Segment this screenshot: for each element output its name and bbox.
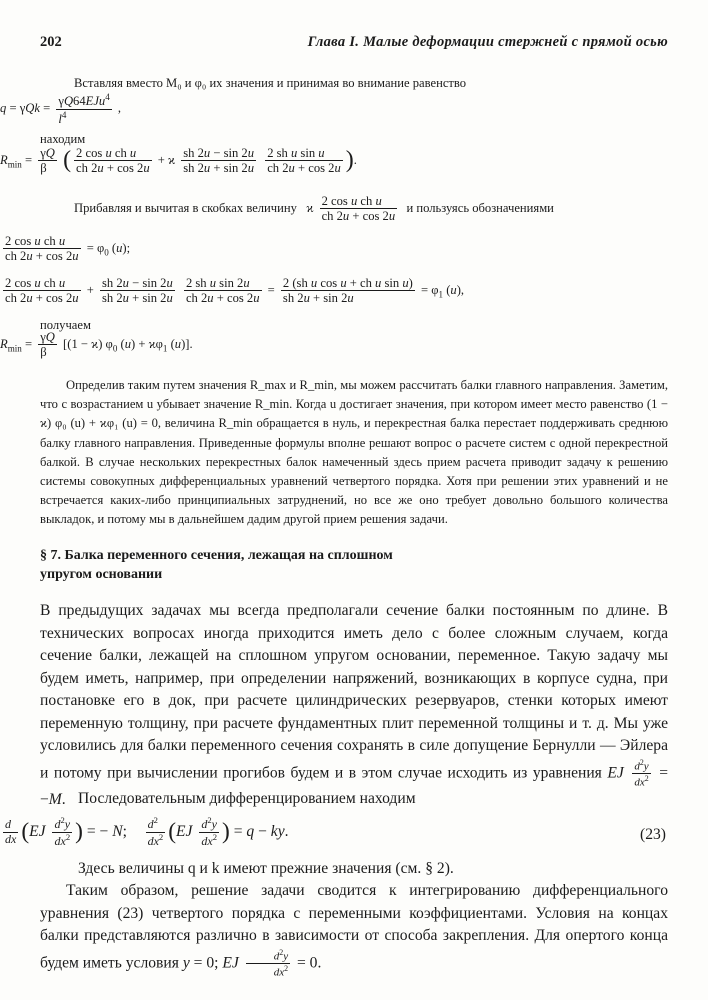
section-number: § 7. [40,548,61,563]
equation-phi1: $\frac{\text{2 cos u ch u}}{ch 2u + \cos 2u}$ + $\frac{sh 2u - \sin 2u}{sh 2u + \sin 2u}$ $\frac{\text{2 sh u sin 2u}}{ch 2u + \cos 2u}$ = $\frac{\text{2 (sh u cos u + ch u sin u)}}{sh 2u + \sin 2u}$ = $\varphi_1$ (u), [5,276,465,306]
finding-label: находим [40,132,86,146]
equation-rmin-2: $R_{min}$ = $\frac{\gamma Q}{\beta}$ [(1 − ϰ) $\varphi_0$ $(u) + ϰ\varphi_1$ (u)]. [0,330,193,360]
equation-q: q = γQk = $\frac{\gamma Q64EJu^4}{l^4}$ , [0,92,122,126]
paragraph-2: В предыдущих задачах мы всегда предполагали сечение балки постоянным по длине. В технических вопросах иногда приходится иметь дело с более сложным случаем, когда сечение балки, лежащей на сплошном упругом основании, переменное. Такую задачу мы будем иметь, например, при определении напряжений, возникающих в корпусе судна, при постановке его в док, при расчете цилиндрических резервуаров, стенки которых имеют переменную толщину, при расчете фундаментных плит переменной толщины и т. д. Мы уже условились для балки переменного сечения сохранять в силе допущение Бернулли — Эйлера и потому при вычислении прогибов будем и в этом случае исходить из уравнения EJ $\frac{d^2y}{dx^2}$ = −M. [40,602,668,809]
adding-line: Прибавляя и вычитая в скобках величину ϰ $\frac{\text{2 cos u ch u}}{ch 2u + \cos 2u}$ и пользуясь обозначениями [74,194,554,224]
page-number: 202 [40,34,62,50]
using-notation-text: и пользуясь обозначениями [406,200,554,215]
section-title-1: Балка переменного сечения, лежащая на сплошном [64,548,393,563]
equation-number: (23) [640,826,666,843]
adding-text: Прибавляя и вычитая в скобках величину [74,200,297,215]
paragraph-5: Таким образом, решение задачи сводится к интегрированию дифференциального уравнения (23) четвертого порядка с переменными коэффициентами. Условия на концах балки представляются различно в зависимости от способа закрепления. Для опертого конца будем иметь условия y = 0; EJ $\frac{d^2y}{dx^2}$ = 0. [40,882,668,979]
equation-rmin-1: $R_{min}$ = $\frac{\gamma Q}{\beta}$ ( $\frac{\text{2 cos u ch u}}{ch 2u + \cos 2u}$ + ϰ $\frac{sh 2u - \sin 2u}{sh 2u + \sin 2u}$ $\frac{\text{2 sh u sin u}}{ch 2u + \cos 2u}$ ). [0,146,357,176]
running-head: Глава I. Малые деформации стержней с прямой осью [307,34,668,50]
intro-line: Вставляя вместо M₀ и φ₀ их значения и принимая во внимание равенство [74,76,467,90]
paragraph-4: Здесь величины q и k имеют прежние значения (см. § 2). [78,860,454,877]
section-heading [40,546,668,584]
paragraph-3: Последовательным дифференцированием находим [78,790,416,807]
equation-23: $\frac{d}{dx}$ (EJ $\frac{d^2y}{dx^2}$ ) = − N; $\frac{d^2}{dx^2}$ (EJ $\frac{d^2y}{dx^2}$ ) = q − ky. [5,815,289,848]
equation-phi0: $\frac{\text{2 cos u ch u}}{ch 2u + \cos 2u}$ = $\varphi_0$ (u); [5,234,131,264]
paragraph-1: Определив таким путем значения R_max и R_min, мы можем рассчитать балки главного направления. Заметим, что с возрастанием u убывает значение R_min. Когда u достигает значения, при котором имеет место равенство (1 − ϰ) φ₀ (u) + ϰφ₁ (u) = 0, величина R_min обращается в нуль, и перекрестная балка перестает поддерживать среднюю балку главного направления. Приведенные формулы вполне решают вопрос о расчете систем с одной перекрестной балкой. В случае нескольких перекрестных балок намеченный здесь прием расчета приводит задачу к решению системы совокупных дифференциальных уравнений четвертого порядка. Хотя при решении этих уравнений и не встречается каких-либо принципиальных затруднений, но все же оно требует довольно большого количества выкладок, и потому мы в дальнейшем дадим другой прием решения задачи. [40,378,668,527]
obtain-label: получаем [40,318,91,332]
paragraph-2-text: В предыдущих задачах мы всегда предполагали сечение балки постоянным по длине. В технических вопросах иногда приходится иметь дело с более сложным случаем, когда сечение балки, лежащей на сплошном упругом основании, переменное. Такую задачу мы будем иметь, например, при определении напряжений, возникающих в корпусе судна, при постановке его в док, при расчете цилиндрических резервуаров, стенки которых имеют переменную толщину, при расчете фундаментных плит переменной толщины и т. д. Мы уже условились для балки переменного сечения сохранять в силе допущение Бернулли — Эйлера и потому при вычислении прогибов будем и в этом случае исходить из уравнения [40,602,668,781]
section-title-2: упругом основании [40,567,163,582]
paragraph-5-text: Таким образом, решение задачи сводится к интегрированию дифференциального уравнения (23) четвертого порядка с переменными коэффициентами. Условия на концах балки представляются различно в зависимости от способа закрепления. Для опертого конца будем иметь условия [40,882,668,971]
